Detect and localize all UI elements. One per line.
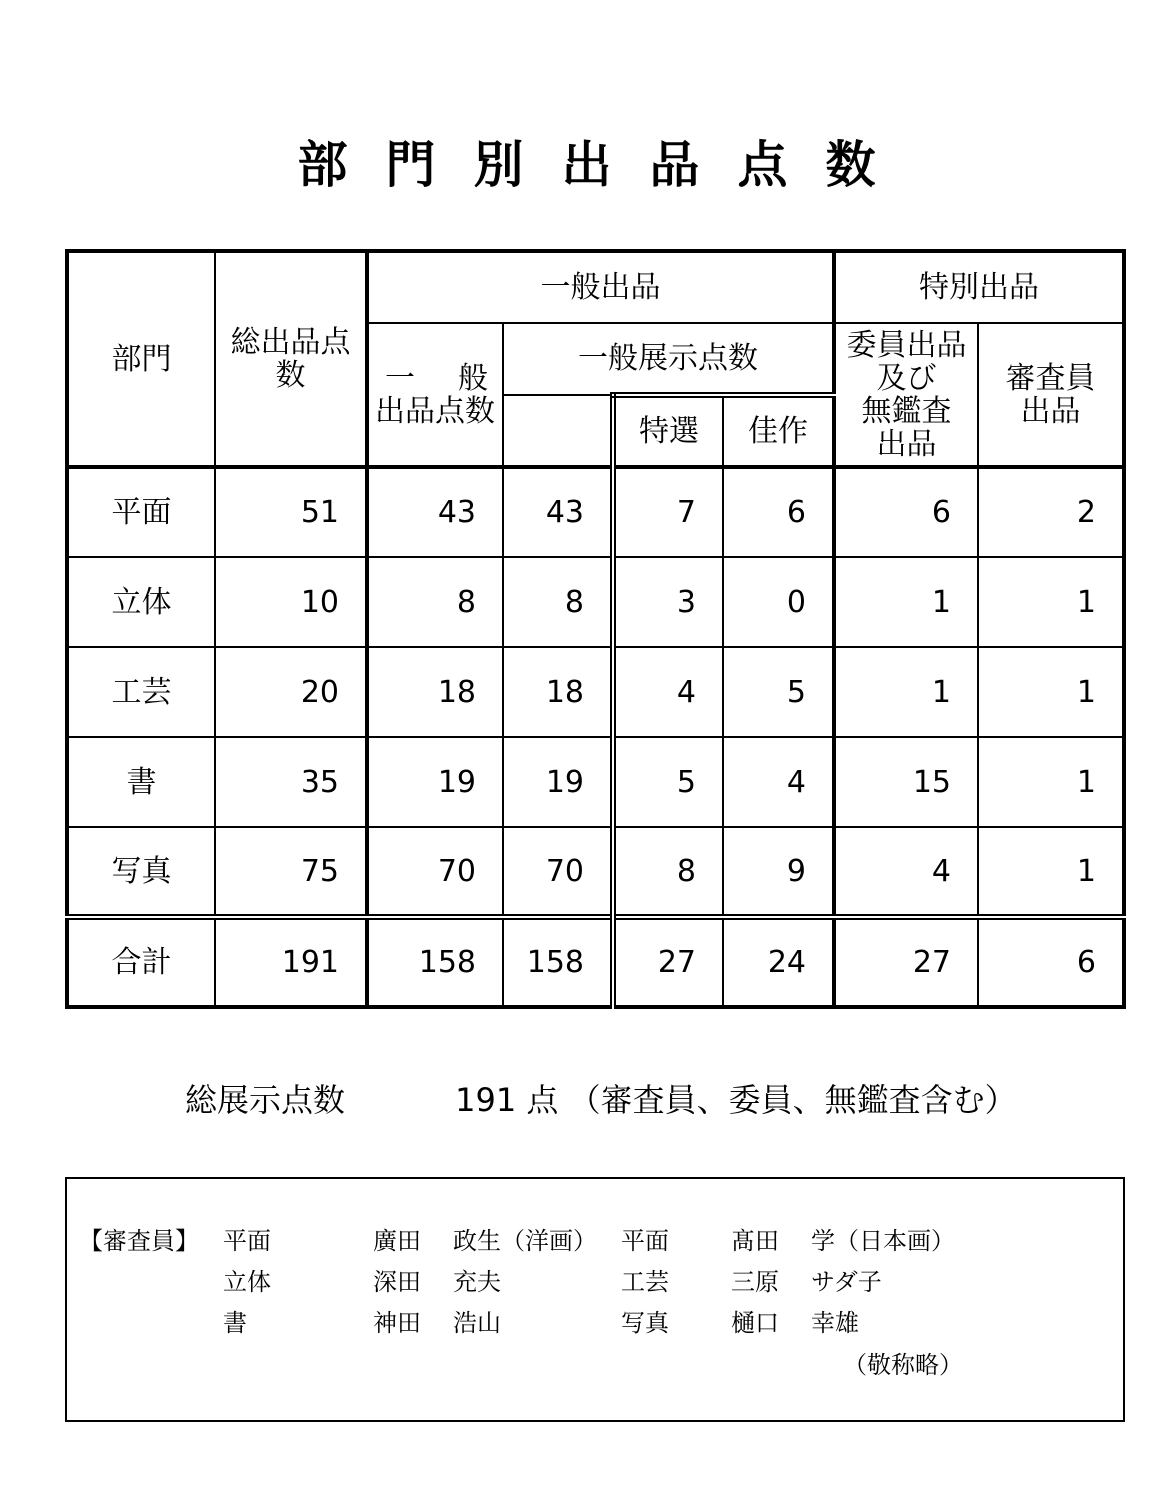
judges-tag: 【審査員】	[79, 1227, 199, 1255]
cell-judge: 1	[978, 647, 1124, 737]
cell-tokusen: 3	[613, 557, 723, 647]
cell-tokusen: 7	[613, 467, 723, 557]
header-judge-line1: 審査員	[1005, 360, 1096, 396]
header-exhibit-blank	[503, 395, 613, 467]
judge-surname: 三原	[731, 1268, 779, 1296]
judges-box	[65, 1177, 1125, 1422]
cell-judge: 2	[978, 467, 1124, 557]
table-row	[67, 467, 1124, 557]
cell-iin: 6	[834, 467, 978, 557]
cell-iin: 15	[834, 737, 978, 827]
totals-exhibit: 158	[503, 917, 613, 1007]
header-total: 総出品点数	[215, 251, 367, 467]
row-label: 工芸	[67, 647, 215, 737]
cell-tokusen: 8	[613, 827, 723, 917]
header-general: 一般出品	[367, 251, 834, 323]
header-judge-line2: 出品	[1020, 393, 1081, 429]
cell-judge: 1	[978, 827, 1124, 917]
totals-row	[67, 917, 1124, 1007]
judge-dept: 工芸	[621, 1268, 669, 1296]
totals-iin: 27	[834, 917, 978, 1007]
row-label: 書	[67, 737, 215, 827]
exhibit-summary	[185, 1075, 1017, 1121]
judge-given: 政生（洋画）	[453, 1227, 597, 1255]
cell-iin: 1	[834, 647, 978, 737]
cell-exhibit: 19	[503, 737, 613, 827]
cell-kasaku: 0	[723, 557, 834, 647]
cell-iin: 1	[834, 557, 978, 647]
judge-surname: 廣田	[373, 1227, 421, 1255]
cell-total: 20	[215, 647, 367, 737]
judge-dept: 平面	[621, 1227, 669, 1255]
row-label: 立体	[67, 557, 215, 647]
table-row	[67, 647, 1124, 737]
table-row	[67, 827, 1124, 917]
header-iin-line2: 及び	[876, 360, 937, 396]
cell-total: 75	[215, 827, 367, 917]
summary-value: 191	[455, 1081, 517, 1119]
header-exhibit-count: 一般展示点数	[503, 323, 834, 395]
header-iin-line3: 無鑑査	[861, 393, 952, 429]
cell-general: 43	[367, 467, 503, 557]
cell-tokusen: 4	[613, 647, 723, 737]
header-general-count-char2: 般	[458, 360, 488, 396]
cell-kasaku: 6	[723, 467, 834, 557]
cell-exhibit: 70	[503, 827, 613, 917]
cell-tokusen: 5	[613, 737, 723, 827]
table-row	[67, 557, 1124, 647]
cell-kasaku: 5	[723, 647, 834, 737]
page-title: 部門別出品点数	[297, 136, 914, 194]
cell-kasaku: 9	[723, 827, 834, 917]
cell-iin: 4	[834, 827, 978, 917]
summary-unit: 点	[526, 1081, 559, 1119]
totals-judge: 6	[978, 917, 1124, 1007]
judge-dept: 書	[223, 1309, 247, 1337]
cell-general: 18	[367, 647, 503, 737]
cell-total: 35	[215, 737, 367, 827]
header-judge	[978, 323, 1124, 467]
cell-judge: 1	[978, 737, 1124, 827]
judge-given: 学（日本画）	[811, 1227, 955, 1255]
judges-row	[67, 1221, 1123, 1261]
cell-general: 19	[367, 737, 503, 827]
header-special: 特別出品	[834, 251, 1124, 323]
honorific-note: （敬称略）	[843, 1351, 963, 1379]
judges-row	[67, 1303, 1123, 1343]
header-general-count-char1: 一	[385, 360, 415, 396]
judges-row	[67, 1262, 1123, 1302]
totals-kasaku: 24	[723, 917, 834, 1007]
cell-kasaku: 4	[723, 737, 834, 827]
judge-given: 充夫	[453, 1268, 501, 1296]
table-row	[67, 737, 1124, 827]
judge-given: サダ子	[811, 1268, 882, 1296]
entries-table	[65, 249, 1126, 1009]
row-label: 平面	[67, 467, 215, 557]
summary-note: （審査員、委員、無鑑査含む）	[568, 1081, 1017, 1119]
cell-exhibit: 43	[503, 467, 613, 557]
judge-surname: 深田	[373, 1268, 421, 1296]
header-bumon: 部門	[67, 251, 215, 467]
row-label: 写真	[67, 827, 215, 917]
header-tokusen: 特選	[613, 395, 723, 467]
cell-total: 10	[215, 557, 367, 647]
judge-dept: 写真	[621, 1309, 669, 1337]
judge-surname: 神田	[373, 1309, 421, 1337]
judge-surname: 樋口	[731, 1309, 779, 1337]
cell-exhibit: 18	[503, 647, 613, 737]
cell-exhibit: 8	[503, 557, 613, 647]
header-iin-line4: 出品	[876, 426, 937, 462]
header-general-count	[367, 323, 503, 467]
header-iin-line1: 委員出品	[846, 327, 967, 363]
judge-given: 浩山	[453, 1309, 501, 1337]
totals-label: 合計	[67, 917, 215, 1007]
header-general-count-line2: 出品点数	[375, 393, 495, 429]
judge-surname: 髙田	[731, 1227, 779, 1255]
cell-total: 51	[215, 467, 367, 557]
summary-label: 総展示点数	[185, 1081, 346, 1119]
judge-dept: 平面	[223, 1227, 271, 1255]
totals-general: 158	[367, 917, 503, 1007]
judge-given: 幸雄	[811, 1309, 859, 1337]
judge-dept: 立体	[223, 1268, 271, 1296]
totals-total: 191	[215, 917, 367, 1007]
totals-tokusen: 27	[613, 917, 723, 1007]
cell-general: 8	[367, 557, 503, 647]
header-iin	[834, 323, 978, 467]
header-kasaku: 佳作	[723, 395, 834, 467]
cell-judge: 1	[978, 557, 1124, 647]
cell-general: 70	[367, 827, 503, 917]
